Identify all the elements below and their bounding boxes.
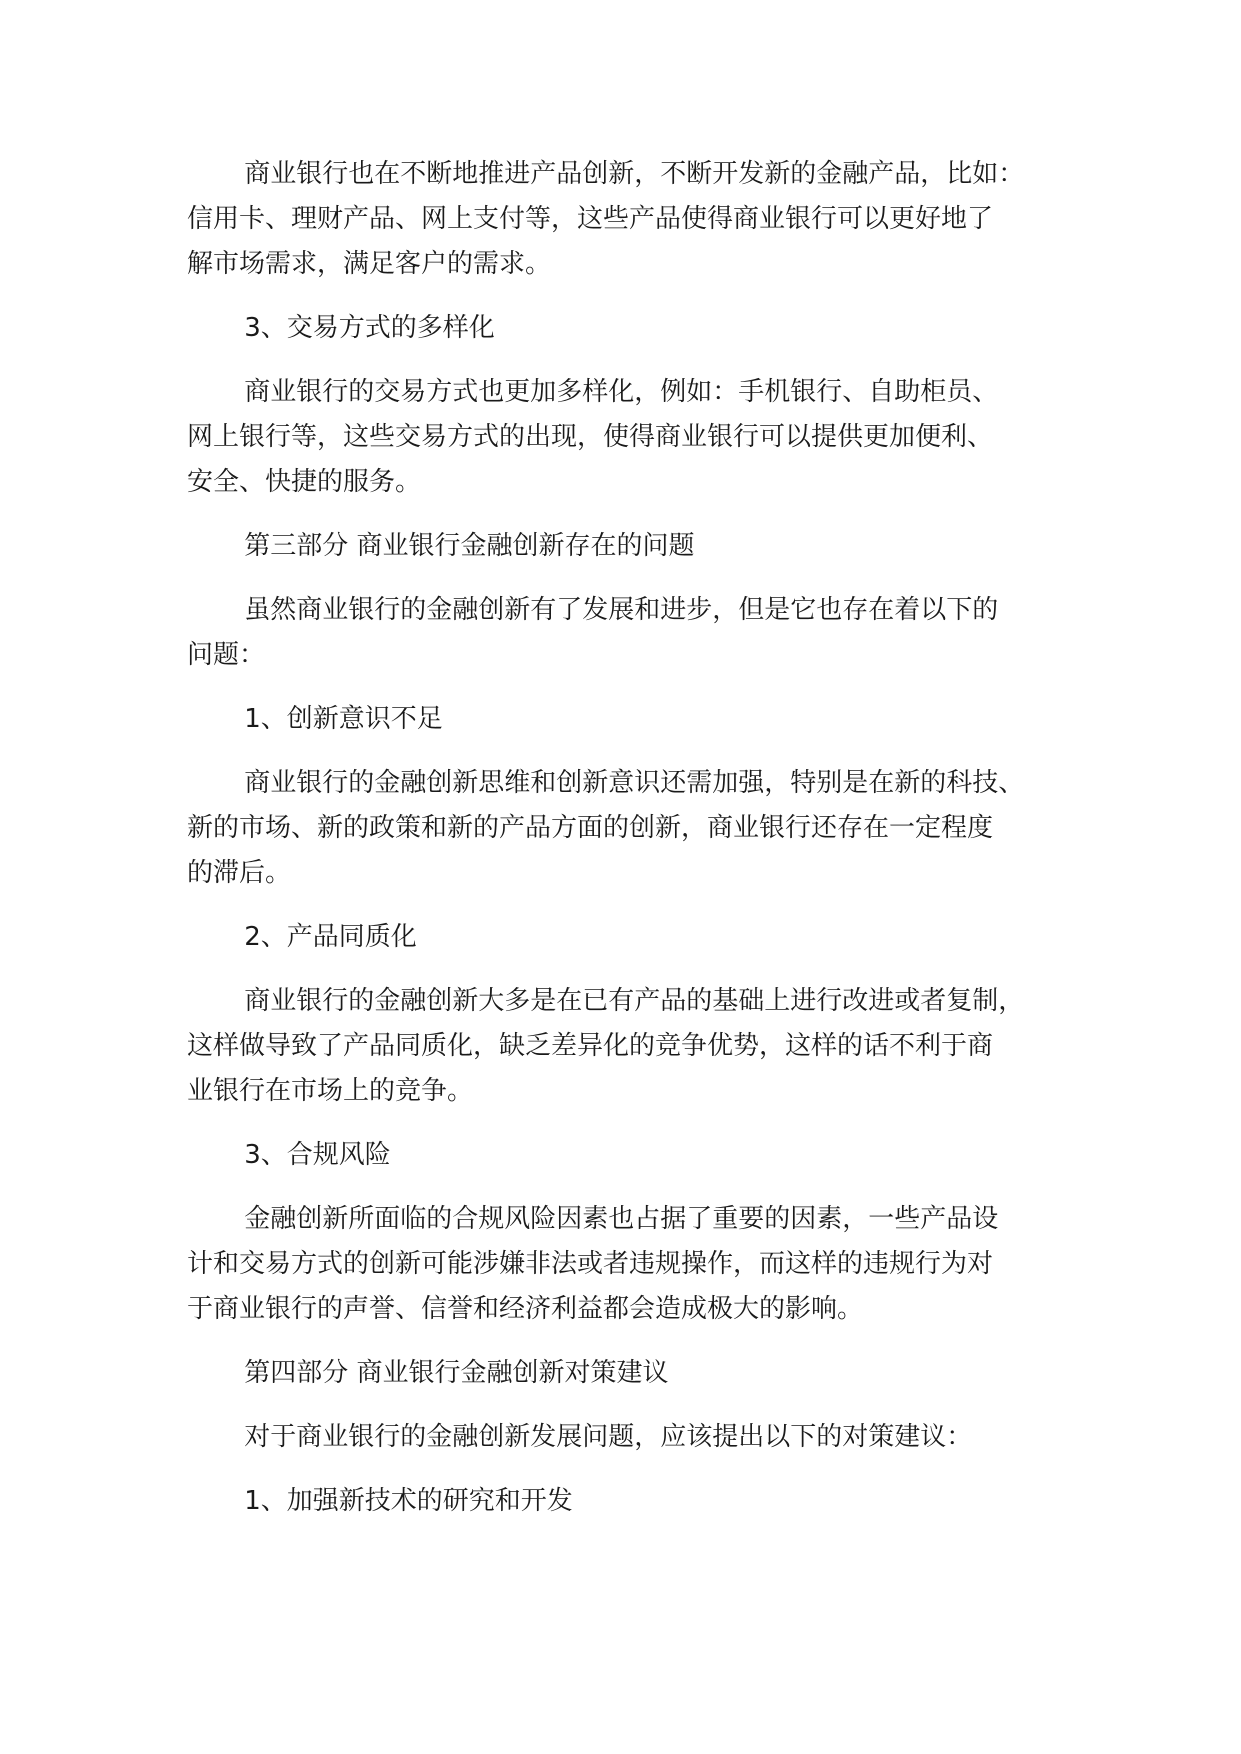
text-line: 商业银行的交易方式也更加多样化，例如：手机银行、自助柜员、	[244, 377, 999, 407]
paragraph	[187, 979, 1087, 1114]
part-heading: 第四部分 商业银行金融创新对策建议	[244, 1358, 669, 1388]
text-line: 新的市场、新的政策和新的产品方面的创新，商业银行还存在一定程度	[187, 813, 994, 843]
paragraph	[187, 588, 1087, 678]
paragraph	[187, 152, 1087, 287]
text-line: 问题：	[187, 640, 266, 670]
section-heading: 3、交易方式的多样化	[244, 313, 495, 343]
paragraph	[187, 370, 1087, 505]
section-heading: 2、产品同质化	[244, 922, 417, 952]
text-line: 的滞后。	[187, 858, 292, 888]
section-heading: 1、加强新技术的研究和开发	[244, 1486, 573, 1516]
text-line: 解市场需求，满足客户的需求。	[187, 249, 552, 279]
part-heading: 第三部分 商业银行金融创新存在的问题	[244, 531, 695, 561]
document-body	[187, 152, 1087, 1543]
section-heading: 1、创新意识不足	[244, 704, 443, 734]
text-line: 业银行在市场上的竞争。	[187, 1076, 474, 1106]
text-line: 金融创新所面临的合规风险因素也占据了重要的因素，一些产品设	[244, 1204, 999, 1234]
text-line: 商业银行的金融创新大多是在已有产品的基础上进行改进或者复制，	[244, 986, 1025, 1016]
paragraph	[187, 761, 1087, 896]
text-line: 于商业银行的声誉、信誉和经济利益都会造成极大的影响。	[187, 1294, 864, 1324]
text-line: 信用卡、理财产品、网上支付等，这些产品使得商业银行可以更好地了	[187, 204, 994, 234]
paragraph	[187, 1197, 1087, 1332]
section-heading: 3、合规风险	[244, 1140, 391, 1170]
text-line: 安全、快捷的服务。	[187, 467, 422, 497]
text-line: 这样做导致了产品同质化，缺乏差异化的竞争优势，这样的话不利于商	[187, 1031, 994, 1061]
paragraph	[187, 1415, 1087, 1460]
text-line: 商业银行也在不断地推进产品创新，不断开发新的金融产品，比如：	[244, 159, 1025, 189]
text-line: 计和交易方式的创新可能涉嫌非法或者违规操作，而这样的违规行为对	[187, 1249, 994, 1279]
text-line: 网上银行等，这些交易方式的出现，使得商业银行可以提供更加便利、	[187, 422, 994, 452]
text-line: 商业银行的金融创新思维和创新意识还需加强，特别是在新的科技、	[244, 768, 1025, 798]
text-line: 对于商业银行的金融创新发展问题，应该提出以下的对策建议：	[244, 1422, 973, 1452]
text-line: 虽然商业银行的金融创新有了发展和进步，但是它也存在着以下的	[244, 595, 999, 625]
